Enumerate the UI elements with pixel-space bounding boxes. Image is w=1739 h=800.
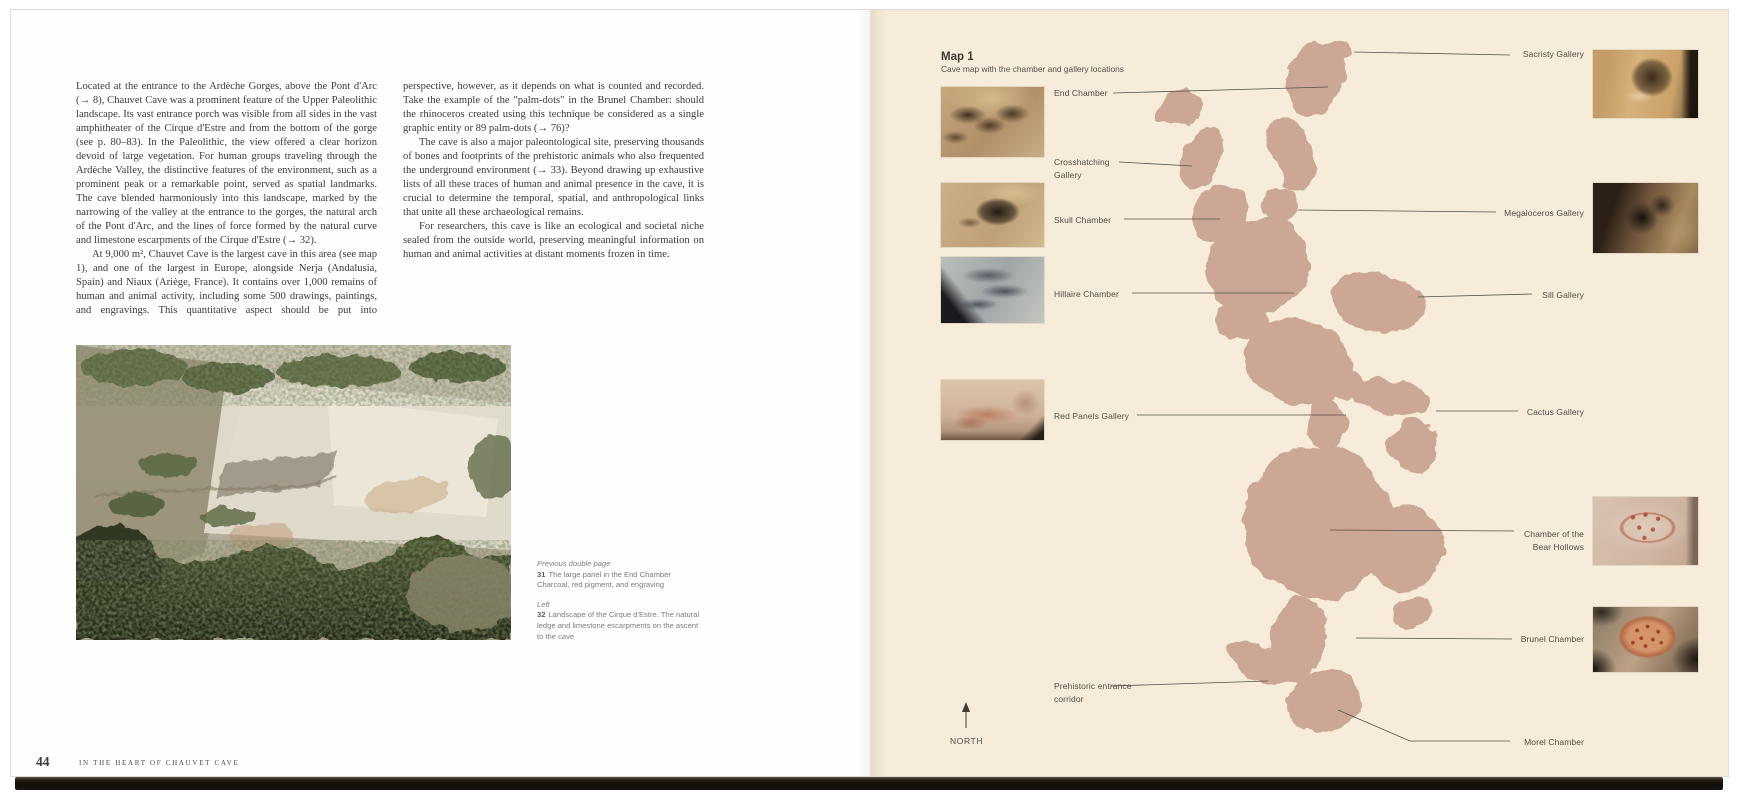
map-header <box>941 51 1124 75</box>
right-page <box>870 10 1728 776</box>
label-sacristy-gallery: Sacristy Gallery <box>1522 49 1584 59</box>
leader-sill <box>1418 294 1532 297</box>
leader-megaloceros <box>1298 210 1496 212</box>
label-brunel-chamber: Brunel Chamber <box>1520 634 1584 644</box>
leader-brunel <box>1356 638 1512 639</box>
map-shape <box>1130 30 1480 760</box>
page-number: 44 <box>36 754 50 769</box>
map-subtitle: Cave map with the chamber and gallery locations <box>941 64 1124 74</box>
label-megaloceros-gallery: Megaloceros Gallery <box>1504 208 1584 218</box>
landscape-photo <box>76 345 511 640</box>
north-arrow-icon <box>962 702 970 728</box>
leader-morel <box>1338 710 1510 741</box>
north-label: NORTH <box>950 736 984 746</box>
caption-heading-left: Left <box>537 599 550 609</box>
thumbnail-bear-hollows <box>1593 497 1698 565</box>
label-crosshatching-gallery: Crosshatching Gallery <box>1054 157 1110 180</box>
thumbnail-hillaire-chamber-lions <box>941 257 1044 323</box>
label-skull-chamber: Skull Chamber <box>1054 215 1112 225</box>
label-chamber-of-the-bear-hollows: Chamber of the Bear Hollows <box>1524 529 1584 552</box>
caption-fig31-detail: Charcoal, red pigment, and engraving <box>537 580 665 590</box>
left-page <box>11 10 870 776</box>
caption-block <box>537 559 705 642</box>
caption-fig31 <box>537 570 705 581</box>
page-footer <box>11 754 870 776</box>
label-morel-chamber: Morel Chamber <box>1524 737 1584 747</box>
paragraph-2: At 9,000 m², Chauvet Cave is the largest cave in this area (see map 1), and one of the largest in Europe, alongside Nerja (Andalusia, Spain) and Niaux (Ariège, France). It contains over 1,000 remains of human and animal activity, including some 500 drawings, paintings, and engravings. This quantitative aspect should be put into perspective, however, as it depends on what is counted and recorded. Take the example of the "palm-dots" in the Brunel Chamber: should the rhinoceros created using this technique be considered as a single graphic entity or 89 palm-dots (→ 76)? <box>76 81 704 316</box>
thumbnail-end-chamber-horses <box>941 87 1044 157</box>
body-text <box>76 80 704 322</box>
thumbnail-sacristy-horse-head <box>1593 50 1698 118</box>
paragraph-4: For researchers, this cave is like an ecological and societal niche sealed from the outside world, preserving meaningful information on human and animal activities at distant moments frozen in time. <box>403 221 704 260</box>
figure-32-text: Landscape of the Cirque d'Estre. The natural ledge and limestone escarpments on the ascent to the cave <box>537 610 700 641</box>
label-sill-gallery: Sill Gallery <box>1542 290 1584 300</box>
leader-prehistoric <box>1111 681 1268 686</box>
figure-31-text: The large panel in the End Chamber <box>548 569 671 579</box>
thumbnail-skull-chamber-bison <box>941 183 1044 247</box>
paragraph-1: Located at the entrance to the Ardèche Gorges, above the Pont d'Arc (→ 8), Chauvet Cave was a prominent feature of the Upper Paleolithic landscape. Its vast entrance porch was visible from all sides in the vast amphitheater of the Cirque d'Estre and from the bottom of the gorge (see p. 80–83). In the Paleolithic, the view offered a clear horizon devoid of large vegetation. For human groups traveling through the Ardèche Valley, the distinctive features of the environment, such as a prominent peak or a remarkable point, served as spatial landmarks. The cave blended harmoniously into this landscape, marked by the narrowing of the valley at the entrance to the gorges, the natural arch of the Pont d'Arc, and the lines of force formed by the natural curve and limestone escarpments of the Cirque d'Estre (→ 32). <box>76 81 377 246</box>
thumbnail-megaloceros-gallery <box>1593 183 1698 253</box>
book-edge <box>15 777 1723 790</box>
caption-fig32 <box>537 610 705 642</box>
label-cactus-gallery: Cactus Gallery <box>1526 407 1584 417</box>
map-title: Map 1 <box>941 51 974 63</box>
figure-number-31: 31 <box>537 569 546 579</box>
landscape-photo-art <box>76 345 511 640</box>
running-title: IN THE HEART OF CHAUVET CAVE <box>79 759 240 767</box>
label-end-chamber: End Chamber <box>1054 88 1108 98</box>
thumbnail-red-panels-gallery <box>941 380 1044 440</box>
label-red-panels-gallery: Red Panels Gallery <box>1054 411 1130 421</box>
book-spread <box>10 9 1729 777</box>
caption-heading-previous: Previous double page <box>537 559 611 568</box>
paragraph-3: The cave is also a major paleontological site, preserving thousands of bones and footprints of the prehistoric animals who also frequented the underground environment (→ 33). Beyond drawing up exhaustive lists of all these traces of human and animal presence in the cave, it is crucial to determine the temporal, spatial, and anthropological links that unite all these archaeological remains. <box>403 137 704 218</box>
label-prehistoric-entrance-corridor: Prehistoric entrance corridor <box>1054 681 1132 704</box>
leader-sacristy <box>1354 52 1510 55</box>
label-hillaire-chamber: Hillaire Chamber <box>1054 289 1119 299</box>
figure-number-32: 32 <box>537 610 546 620</box>
thumbnail-brunel-palm-dots <box>1593 607 1698 672</box>
